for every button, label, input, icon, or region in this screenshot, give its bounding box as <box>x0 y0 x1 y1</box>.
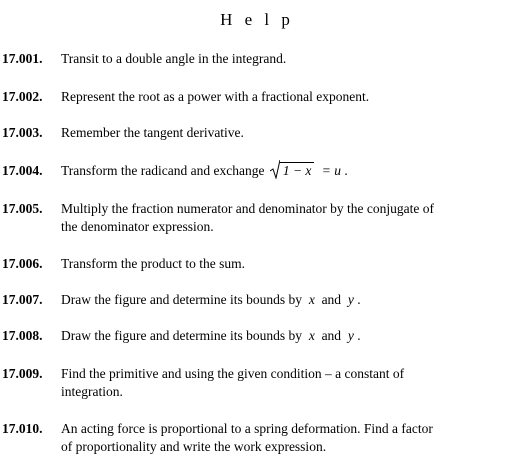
hint-text: Transform the product to the sum. <box>61 256 245 271</box>
hint-text-before: Draw the figure and determine its bounds by <box>61 292 303 307</box>
hint-text-end: . <box>357 292 361 307</box>
hint-text <box>61 327 512 345</box>
hint-text-end: . <box>344 163 348 178</box>
hint-item <box>2 255 512 273</box>
hint-text-before: Draw the figure and determine its bounds by <box>61 328 303 343</box>
hint-item <box>2 420 512 456</box>
hint-text-line: An acting force is proportional to a spring deformation. Find a factor <box>61 421 433 436</box>
hint-number: 17.010. <box>2 421 43 436</box>
hint-text: Remember the tangent derivative. <box>61 125 244 140</box>
hint-number: 17.004. <box>2 163 43 178</box>
variable-x: x <box>308 328 315 343</box>
hint-text-before: Transform the radicand and exchange <box>61 163 265 178</box>
hint-number: 17.003. <box>2 125 43 140</box>
hint-text: Transit to a double angle in the integrand. <box>61 51 287 66</box>
hint-text-end: . <box>357 328 361 343</box>
hint-text-line: the denominator expression. <box>61 219 214 234</box>
hint-item <box>2 124 512 142</box>
hint-item <box>2 50 512 68</box>
variable-y: y <box>347 328 354 343</box>
hint-text <box>61 200 512 236</box>
hint-item <box>2 88 512 106</box>
hint-text-line: of proportionality and write the work expression. <box>61 439 327 454</box>
hint-number: 17.008. <box>2 328 43 343</box>
page-title: H e l p <box>220 10 294 29</box>
conjunction: and <box>321 328 342 343</box>
square-root-expression <box>270 162 315 180</box>
variable-x: x <box>308 292 315 307</box>
hint-number: 17.002. <box>2 89 43 104</box>
hint-item <box>2 162 512 180</box>
hint-text <box>61 365 512 401</box>
hint-text-line: Find the primitive and using the given condition – a constant of <box>61 366 405 381</box>
hint-item <box>2 200 512 236</box>
hint-text-line: Multiply the fraction numerator and denominator by the conjugate of <box>61 201 435 216</box>
hint-number: 17.007. <box>2 292 43 307</box>
hint-text <box>61 291 512 309</box>
conjunction: and <box>321 292 342 307</box>
radicand: 1 − x <box>280 162 315 179</box>
hint-text: Represent the root as a power with a fractional exponent. <box>61 89 370 104</box>
hint-text-line: integration. <box>61 384 123 399</box>
variable-y: y <box>347 292 354 307</box>
hint-text <box>61 420 512 456</box>
hint-number: 17.005. <box>2 201 43 216</box>
hint-item <box>2 291 512 309</box>
hint-text <box>61 162 512 180</box>
hint-number: 17.001. <box>2 51 43 66</box>
hint-item <box>2 327 512 345</box>
hint-number: 17.006. <box>2 256 43 271</box>
radical-sign-icon <box>270 159 280 179</box>
hint-substitution: = u <box>321 163 342 178</box>
hint-item <box>2 365 512 401</box>
hint-number: 17.009. <box>2 366 43 381</box>
